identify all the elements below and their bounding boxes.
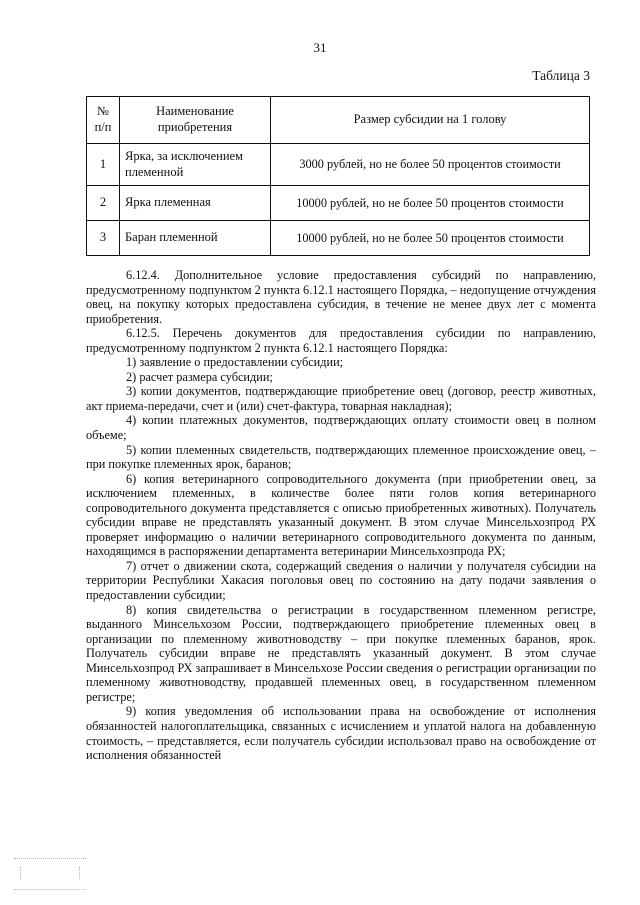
row-name: Ярка племенная <box>120 186 271 221</box>
paragraph-6-12-5: 6.12.5. Перечень документов для предоставления субсидии по направлению, предусмотренному подпунктом 2 пункта 6.12.1 настоящего Порядка: <box>86 326 596 355</box>
row-name: Баран племенной <box>120 221 271 256</box>
row-amount: 10000 рублей, но не более 50 процентов стоимости <box>271 221 590 256</box>
list-item: 2) расчет размера субсидии; <box>126 369 273 384</box>
subsidy-table <box>86 96 590 256</box>
header-amount: Размер субсидии на 1 голову <box>271 97 590 144</box>
list-item: 5) копии племенных свидетельств, подтверждающих племенное происхождение овец, – при покупке племенных ярок, баранов; <box>86 442 596 472</box>
document-body <box>86 268 596 763</box>
row-amount: 10000 рублей, но не более 50 процентов стоимости <box>271 186 590 221</box>
row-number: 3 <box>87 221 120 256</box>
page-number: 31 <box>313 40 327 55</box>
list-item: 1) заявление о предоставлении субсидии; <box>126 355 344 370</box>
paragraph-6-12-4: 6.12.4. Дополнительное условие предоставления субсидий по направлению, предусмотренному подпунктом 2 пункта 6.12.1 настоящего Порядка, – недопущение отчуждения овец, на покупку которых предоставлена субсидия, в течение не менее двух лет с момента приобретения. <box>86 268 596 326</box>
list-item: 7) отчет о движении скота, содержащий сведения о наличии у получателя субсидии на территории Республики Хакасия поголовья овец по состоянию на дату подачи заявления о предоставлении субсидии; <box>86 558 596 603</box>
table-row <box>87 144 590 186</box>
table-header-row <box>87 97 590 144</box>
table-row <box>87 186 590 221</box>
list-item: 3) копии документов, подтверждающие приобретение овец (договор, реестр животных, акт приема-передачи, счет и (или) счет-фактура, товарная накладная); <box>86 384 596 413</box>
table-row <box>87 221 590 256</box>
list-item: 4) копии платежных документов, подтверждающих оплату стоимости овец в полном объеме; <box>86 413 596 443</box>
row-name: Ярка, за исключением племенной <box>120 144 271 186</box>
stamp-mark <box>14 858 86 890</box>
list-item: 9) копия уведомления об использовании права на освобождение от исполнения обязанностей налогоплательщика, связанных с исчислением и уплатой налога на добавленную стоимость, – представляется, если получатель субсидии использовал право на освобождение от исполнения обязанностей <box>86 704 596 763</box>
row-amount: 3000 рублей, но не более 50 процентов стоимости <box>271 144 590 186</box>
header-number: № п/п <box>87 97 120 144</box>
table-caption: Таблица 3 <box>532 68 590 83</box>
row-number: 2 <box>87 186 120 221</box>
row-number: 1 <box>87 144 120 186</box>
header-name: Наименование приобретения <box>120 97 271 144</box>
list-item: 8) копия свидетельства о регистрации в государственном племенном регистре, выданного Минсельхозом России, подтверждающего приобретение племенных овец в организации по племенному животноводству – при покупке племенных баранов, ярок. Получатель субсидии вправе не представлять указанный документ. В этом случае Минсельхозпрод РХ запрашивает в Минсельхозе России сведения о регистрации организации по племенному животноводству, продавшей племенных овец, в государственном племенном регистре; <box>86 602 596 704</box>
list-item: 6) копия ветеринарного сопроводительного документа (при приобретении овец, за исключением племенных, в количестве более пяти голов копия ветеринарного сопроводительного документа представляется с описью приобретенных животных). Получатель субсидии вправе не представлять указанный документ. В этом случае Минсельхозпрод РХ проверяет информацию о наличии ветеринарного сопроводительного документа по данным, находящимся в распоряжении департамента ветеринарии Минсельхозпрода РХ; <box>86 471 596 559</box>
